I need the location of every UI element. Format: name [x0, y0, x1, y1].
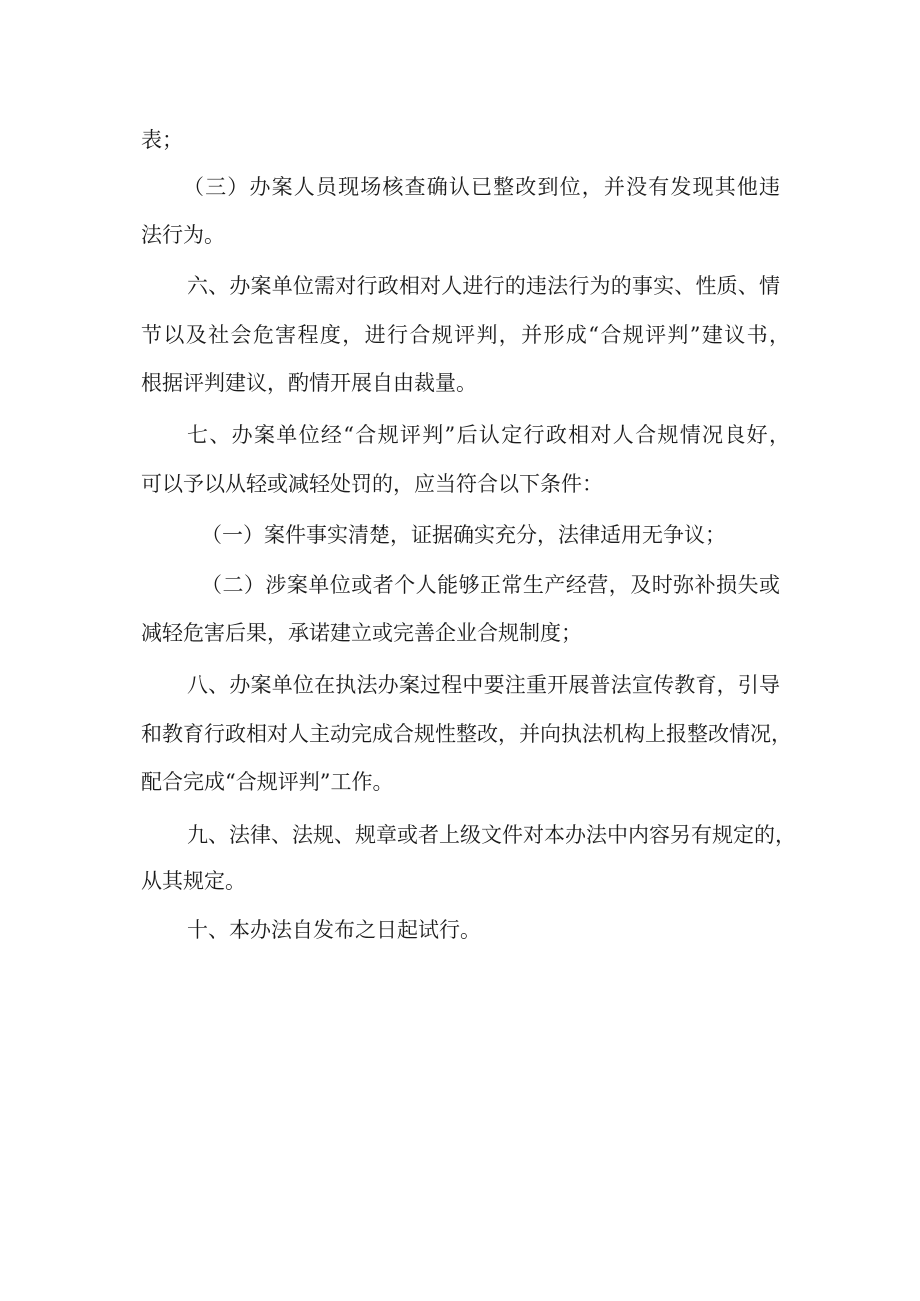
paragraph-6-line-1: 和教育行政相对人主动完成合规性整改，并向执法机构上报整改情况， — [141, 722, 792, 746]
paragraph-6-line-2: 配合完成“合规评判”工作。 — [141, 770, 394, 794]
paragraph-1-line-0: （三）办案人员现场核查确认已整改到位，并没有发现其他违 — [183, 175, 780, 199]
paragraph-1-line-1: 法行为。 — [141, 223, 225, 247]
paragraph-3-line-1: 可以予以从轻或减轻处罚的，应当符合以下条件： — [141, 472, 603, 496]
paragraph-0-line-0: 表； — [141, 128, 183, 152]
paragraph-8-line-0: 十、本办法自发布之日起试行。 — [187, 918, 481, 942]
paragraph-2-line-2: 根据评判建议，酌情开展自由裁量。 — [141, 371, 477, 395]
paragraph-7-line-0: 九、法律、法规、规章或者上级文件对本办法中内容另有规定的， — [187, 823, 796, 847]
paragraph-3-line-0: 七、办案单位经“合规评判”后认定行政相对人合规情况良好， — [187, 423, 790, 447]
paragraph-4-line-0: （一）案件事实清楚，证据确实充分，法律适用无争议； — [201, 523, 726, 547]
paragraph-5-line-0: （二）涉案单位或者个人能够正常生产经营，及时弥补损失或 — [201, 573, 780, 597]
paragraph-2-line-0: 六、办案单位需对行政相对人进行的违法行为的事实、性质、情 — [187, 274, 780, 298]
paragraph-5-line-1: 减轻危害后果，承诺建立或完善企业合规制度； — [141, 621, 582, 645]
paragraph-6-line-0: 八、办案单位在执法办案过程中要注重开展普法宣传教育，引导 — [187, 673, 780, 697]
paragraph-2-line-1: 节以及社会危害程度，进行合规评判，并形成“合规评判”建议书， — [141, 323, 790, 347]
paragraph-7-line-1: 从其规定。 — [141, 869, 246, 893]
